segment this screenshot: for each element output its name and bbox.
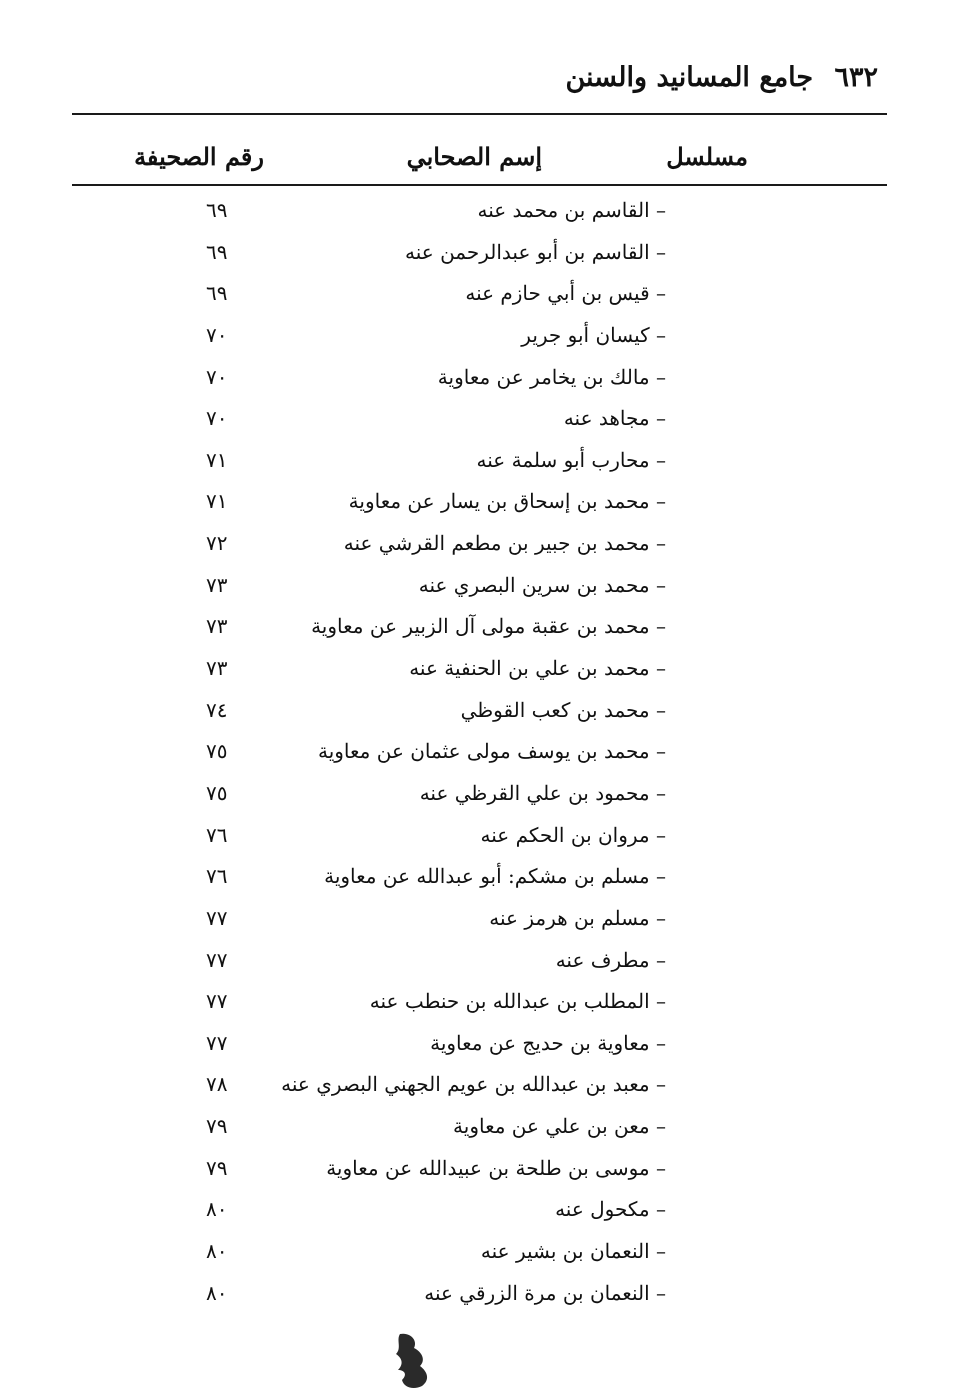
table-row <box>0 983 976 1025</box>
table-row <box>0 608 976 650</box>
table-row <box>0 650 976 692</box>
companion-name: – القاسم بن أبو عبدالرحمن عنه <box>405 239 666 264</box>
running-header <box>565 62 878 93</box>
table-row <box>0 858 976 900</box>
companion-name: – محمد بن عقبة مولى آل الزبير عن معاوية <box>311 614 666 639</box>
page-ref: ٦٩ <box>206 239 228 264</box>
companion-name: – مروان بن الحكم عنه <box>480 822 666 847</box>
page-ref: ٧١ <box>206 489 228 514</box>
companion-name: – محمد بن يوسف مولى عثمان عن معاوية <box>317 739 666 764</box>
companion-name: – موسى بن طلحة بن عبيدالله عن معاوية <box>326 1155 666 1180</box>
page-ref: ٧٥ <box>206 739 228 764</box>
table-row <box>0 442 976 484</box>
page-ref: ٧٠ <box>206 322 228 347</box>
table-row <box>0 1233 976 1275</box>
index-table <box>0 192 976 1316</box>
table-row <box>0 733 976 775</box>
table-row <box>0 234 976 276</box>
table-row <box>0 775 976 817</box>
table-row <box>0 1108 976 1150</box>
table-row <box>0 275 976 317</box>
page-ref: ٧١ <box>206 447 228 472</box>
page-ref: ٦٩ <box>206 281 228 306</box>
page-ref: ٨٠ <box>206 1197 228 1222</box>
book-title: جامع المسانيد والسنن <box>565 62 814 93</box>
page-ref: ٧٦ <box>206 864 228 889</box>
companion-name: – محمد بن كعب القوظي <box>460 697 666 722</box>
page-ref: ٧٣ <box>206 614 228 639</box>
companion-name: – النعمان بن مرة الزرقي عنه <box>424 1280 666 1305</box>
page-number: ٦٣٢ <box>834 62 878 93</box>
page-ref: ٧٢ <box>206 531 228 556</box>
companion-name: – محمد بن إسحاق بن يسار عن معاوية <box>348 489 666 514</box>
companion-name: – كيسان أبو جرير <box>521 322 666 347</box>
page-ref: ٧٥ <box>206 780 228 805</box>
table-row <box>0 817 976 859</box>
table-row <box>0 317 976 359</box>
table-row <box>0 1150 976 1192</box>
table-row <box>0 692 976 734</box>
table-row <box>0 1275 976 1317</box>
column-header-page: رقم الصحيفة <box>134 142 264 171</box>
page-ref: ٧٣ <box>206 656 228 681</box>
companion-name: – محمد بن جبير بن مطعم القرشي عنه <box>343 531 666 556</box>
page-ref: ٧٦ <box>206 822 228 847</box>
page-ref: ٧٠ <box>206 406 228 431</box>
column-header-rule <box>72 184 887 186</box>
companion-name: – النعمان بن بشير عنه <box>480 1239 666 1264</box>
companion-name: – محمد بن سرين البصري عنه <box>418 572 666 597</box>
page-ref: ٨٠ <box>206 1239 228 1264</box>
page-ref: ٦٩ <box>206 198 228 222</box>
table-row <box>0 1025 976 1067</box>
page-ref: ٧٧ <box>206 947 228 972</box>
page-ref: ٧٧ <box>206 905 228 930</box>
companion-name: – القاسم بن محمد عنه <box>477 198 666 222</box>
table-row <box>0 1191 976 1233</box>
page-ref: ٧٧ <box>206 989 228 1014</box>
companion-name: – المطلب بن عبدالله بن حنطب عنه <box>369 989 666 1014</box>
page-ref: ٧٩ <box>206 1155 228 1180</box>
companion-name: – محارب أبو سلمة عنه <box>476 447 666 472</box>
companion-name: – مجاهد عنه <box>563 406 666 431</box>
page-ref: ٧٨ <box>206 1072 228 1097</box>
companion-name: – معن بن علي عن معاوية <box>453 1114 666 1139</box>
page-ref: ٧٧ <box>206 1030 228 1055</box>
companion-name: – مالك بن يخامر عن معاوية <box>437 364 666 389</box>
companion-name: – معبد بن عبدالله بن عويم الجهني البصري عنه <box>281 1072 666 1097</box>
table-row <box>0 900 976 942</box>
column-header-serial: مسلسل <box>666 142 748 171</box>
page-ref: ٧٠ <box>206 364 228 389</box>
companion-name: – مطرف عنه <box>555 947 666 972</box>
table-row <box>0 359 976 401</box>
companion-name: – قيس بن أبي حازم عنه <box>465 281 666 306</box>
table-row <box>0 525 976 567</box>
companion-name: – محمد بن علي بن الحنفية عنه <box>409 656 666 681</box>
table-row <box>0 400 976 442</box>
page-ref: ٧٣ <box>206 572 228 597</box>
companion-name: – معاوية بن حديج عن معاوية <box>430 1030 666 1055</box>
table-row <box>0 942 976 984</box>
table-row <box>0 567 976 609</box>
table-row <box>0 1066 976 1108</box>
companion-name: – مسلم بن هرمز عنه <box>489 905 666 930</box>
companion-name: – مكحول عنه <box>555 1197 666 1222</box>
page-ref: ٧٩ <box>206 1114 228 1139</box>
header-rule <box>72 113 887 115</box>
table-row <box>0 192 976 234</box>
page-ref: ٨٠ <box>206 1280 228 1305</box>
ink-smudge <box>392 1330 438 1390</box>
column-header-name: إسم الصحابي <box>406 142 542 171</box>
page-ref: ٧٤ <box>206 697 228 722</box>
table-row <box>0 483 976 525</box>
companion-name: – مسلم بن مشكم: أبو عبدالله عن معاوية <box>324 864 666 889</box>
companion-name: – محمود بن علي القرظي عنه <box>419 780 666 805</box>
